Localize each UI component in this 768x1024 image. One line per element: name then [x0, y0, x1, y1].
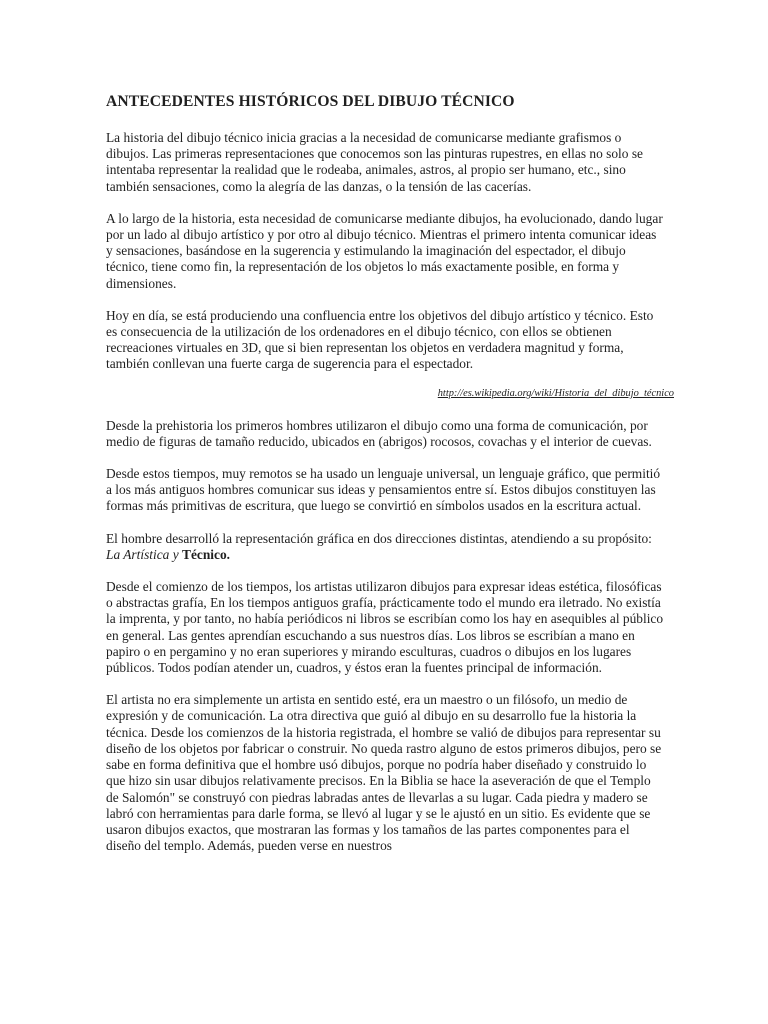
paragraph-origin: La historia del dibujo técnico inicia gracias a la necesidad de comunicarse mediante grafismos o dibujos. Las primeras representaciones que conocemos son las pinturas rupestres, en ellas no solo se intentaba representar la realidad que le rodeaba, animales, astros, al propio ser humano, etc., sino también sensaciones, como la alegría de las danzas, o la tensión de las cacerías. — [106, 130, 643, 194]
paragraph-confluence: Hoy en día, se está produciendo una confluencia entre los objetivos del dibujo artístico y técnico. Esto es consecuencia de la utilización de los ordenadores en el dibujo técnico, con ellos se obtienen recreaciones virtuales en 3D, que si bien representan los objetos en verdadera magnitud y forma, también conllevan una fuerte carga de sugerencia para el espectador. — [106, 307, 654, 372]
document-page — [106, 92, 674, 870]
purpose-technical: Técnico. — [182, 546, 230, 562]
source-citation — [106, 387, 674, 401]
paragraph-artist-role: El artista no era simplemente un artista en sentido esté, era un maestro o un filósofo, un medio de expresión y de comunicación. La otra directiva que guió al dibujo en su desarrollo fue la historia la técnica. Desde los comienzos de la historia registrada, el hombre se valió de dibujos para representar su diseño de los objetos por fabricar o construir. No queda rastro alguno de estos primeros dibujos, pero se sabe en forma definitiva que el hombre usó dibujos, porque no podría haber diseñado y construido lo que hizo sin usar dibujos relativamente precisos. En la Biblia se hace la aseveración de que el Templo de Salomón" se construyó con piedras labradas antes de llevarlas a su lugar. Cada piedra y madero se labró con herramientas para darle forma, se llevó al lugar y se le ajustó en un sitio. Es evidente que se usaron dibujos exactos, que mostraran las formas y los tamaños de las partes componentes para el diseño del templo. Además, pueden verse en nuestros — [106, 692, 662, 854]
paragraph-evolution: A lo largo de la historia, esta necesidad de comunicarse mediante dibujos, ha evolucionado, dando lugar por un lado al dibujo artístico y por otro al dibujo técnico. Mientras el primero intenta comunicar ideas y sensaciones, basándose en la sugerencia y estimulando la imaginación del espectador, el dibujo técnico, tiene como fin, la representación de los objetos lo más exactamente posible, en forma y dimensiones. — [106, 210, 663, 291]
paragraph-purpose — [106, 531, 666, 563]
purpose-lead: El hombre desarrolló la representación gráfica en dos direcciones distintas, atendiendo a su propósito: — [106, 530, 652, 546]
paragraph-prehistory: Desde la prehistoria los primeros hombres utilizaron el dibujo como una forma de comunicación, por medio de figuras de tamaño reducido, ubicados en (abrigos) rocosos, covachas y el interior de cuevas. — [106, 417, 652, 449]
purpose-artistic: La Artística y — [106, 546, 183, 562]
document-title: ANTECEDENTES HISTÓRICOS DEL DIBUJO TÉCNICO — [106, 93, 515, 110]
paragraph-universal-language: Desde estos tiempos, muy remotos se ha usado un lenguaje universal, un lenguaje gráfico, que permitió a los más antiguos hombres comunicar sus ideas y pensamientos entre sí. Estos dibujos constituyen las formas más primitivas de escritura, que luego se convirtió en símbolos usados en la escritura actual. — [106, 466, 661, 514]
source-link[interactable]: http://es.wikipedia.org/wiki/Historia_del_dibujo_técnico — [437, 387, 674, 399]
paragraph-artists: Desde el comienzo de los tiempos, los artistas utilizaron dibujos para expresar ideas estética, filosóficas o abstractas grafía, En los tiempos antiguos grafía, prácticamente todo el mundo era iletrado. No existía la imprenta, y por tanto, no había periódicos ni libros se escribían como los hay en asequibles al público en general. Las gentes aprendían escuchando a sus nuestros días. Los libros se escribían a mano en papiro o en pergamino y no eran superiores y mirando esculturas, cuadros o dibujos en los lugares públicos. Todos podían atender un, cuadros, y éstos eran la fuentes principal de información. — [106, 579, 664, 676]
